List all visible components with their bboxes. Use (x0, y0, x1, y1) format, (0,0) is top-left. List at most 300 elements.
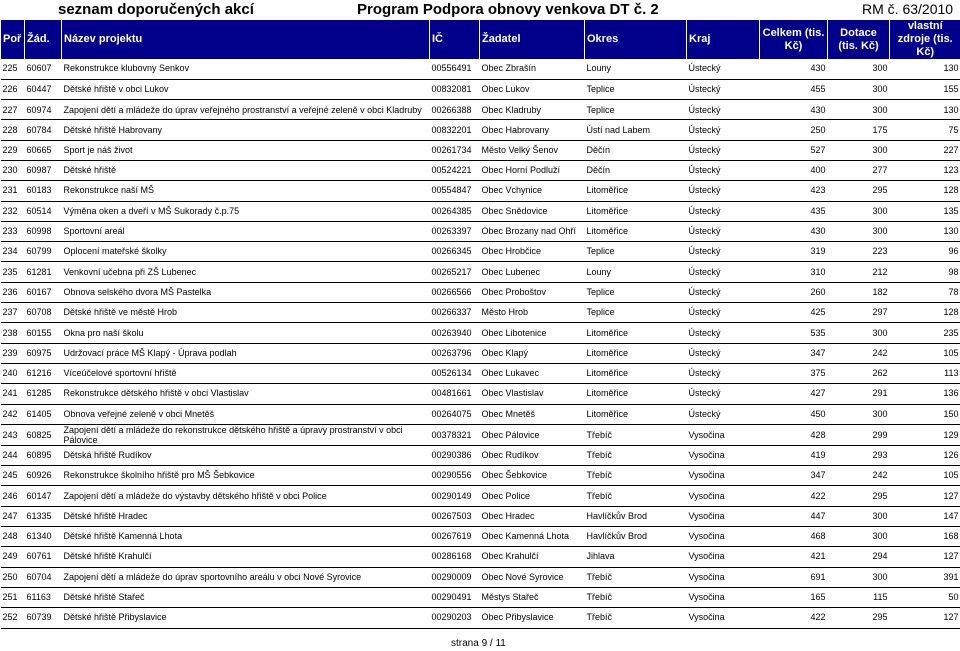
cell-kraj: Ústecký (687, 221, 760, 241)
cell-nazev: Dětské hřiště v obci Lukov (62, 79, 430, 99)
cell-celkem: 455 (760, 79, 828, 99)
cell-kraj: Ústecký (687, 323, 760, 343)
cell-ic: 00290556 (430, 466, 480, 486)
cell-okres: Třebíč (585, 567, 687, 587)
cell-zadatel: Obec Krahulčí (480, 547, 585, 567)
cell-ic: 00264385 (430, 201, 480, 221)
cell-zad: 60147 (25, 486, 62, 506)
cell-dotace: 294 (828, 547, 890, 567)
cell-okres: Havlíčkův Brod (585, 527, 687, 547)
cell-zad: 61285 (25, 384, 62, 404)
cell-dotace: 297 (828, 303, 890, 323)
cell-zad: 60708 (25, 303, 62, 323)
cell-celkem: 319 (760, 242, 828, 262)
table-row (1, 242, 960, 262)
cell-kraj: Vysočina (687, 486, 760, 506)
cell-zad: 60974 (25, 100, 62, 120)
cell-zadatel: Město Velký Šenov (480, 140, 585, 160)
cell-nazev: Sport je náš život (62, 140, 430, 160)
cell-kraj: Ústecký (687, 404, 760, 424)
table-row (1, 506, 960, 526)
cell-okres: Děčín (585, 160, 687, 180)
cell-zad: 60975 (25, 343, 62, 363)
cell-celkem: 419 (760, 445, 828, 465)
cell-dotace: 299 (828, 424, 890, 445)
cell-dotace: 293 (828, 445, 890, 465)
cell-nazev: Udržovací práce MŠ Klapý - Úprava podlah (62, 343, 430, 363)
cell-okres: Litoměřice (585, 343, 687, 363)
cell-vlastni: 129 (890, 424, 960, 445)
cell-celkem: 450 (760, 404, 828, 424)
cell-dotace: 300 (828, 527, 890, 547)
cell-vlastni: 136 (890, 384, 960, 404)
cell-ic: 00290491 (430, 587, 480, 607)
cell-dotace: 300 (828, 506, 890, 526)
col-header-ic: IČ (430, 20, 480, 59)
cell-okres: Třebíč (585, 445, 687, 465)
header-center-title: Program Podpora obnovy venkova DT č. 2 (357, 1, 659, 18)
cell-okres: Děčín (585, 140, 687, 160)
cell-celkem: 375 (760, 363, 828, 383)
cell-por: 250 (1, 567, 25, 587)
cell-vlastni: 98 (890, 262, 960, 282)
cell-kraj: Ústecký (687, 343, 760, 363)
cell-ic: 00286168 (430, 547, 480, 567)
cell-kraj: Ústecký (687, 303, 760, 323)
cell-celkem: 425 (760, 303, 828, 323)
cell-ic: 00264075 (430, 404, 480, 424)
cell-celkem: 691 (760, 567, 828, 587)
cell-zad: 61216 (25, 363, 62, 383)
cell-zadatel: Obec Nové Syrovice (480, 567, 585, 587)
cell-nazev: Zapojení dětí a mládeže do úprav sportovního areálu v obci Nové Syrovice (62, 567, 430, 587)
cell-ic: 00556491 (430, 59, 480, 79)
cell-kraj: Ústecký (687, 201, 760, 221)
table-row (1, 587, 960, 607)
cell-ic: 00263940 (430, 323, 480, 343)
cell-ic: 00266337 (430, 303, 480, 323)
cell-zad: 60998 (25, 221, 62, 241)
cell-zadatel: Obec Vlastislav (480, 384, 585, 404)
cell-vlastni: 135 (890, 201, 960, 221)
table-row (1, 567, 960, 587)
table-row (1, 160, 960, 180)
cell-vlastni: 227 (890, 140, 960, 160)
cell-kraj: Vysočina (687, 445, 760, 465)
cell-dotace: 223 (828, 242, 890, 262)
cell-okres: Litoměřice (585, 404, 687, 424)
cell-por: 234 (1, 242, 25, 262)
projects-table (0, 20, 960, 629)
cell-vlastni: 127 (890, 547, 960, 567)
cell-zadatel: Obec Horní Podluží (480, 160, 585, 180)
cell-nazev: Dětská hřiště Rudíkov (62, 445, 430, 465)
cell-nazev: Venkovní učebna při ZŠ Lubenec (62, 262, 430, 282)
cell-kraj: Ústecký (687, 282, 760, 302)
cell-por: 248 (1, 527, 25, 547)
cell-zad: 60607 (25, 59, 62, 79)
cell-por: 236 (1, 282, 25, 302)
cell-nazev: Dětské hřiště Habrovany (62, 120, 430, 140)
cell-nazev: Zapojení dětí a mládeže do rekonstrukce dětského hřiště a úpravy prostranství v obci Pálovice (62, 424, 430, 445)
cell-vlastni: 128 (890, 303, 960, 323)
cell-zad: 60447 (25, 79, 62, 99)
cell-dotace: 300 (828, 404, 890, 424)
cell-ic: 00263397 (430, 221, 480, 241)
col-header-celkem: Celkem (tis. Kč) (760, 20, 828, 59)
cell-zad: 60704 (25, 567, 62, 587)
cell-por: 228 (1, 120, 25, 140)
table-row (1, 201, 960, 221)
cell-dotace: 115 (828, 587, 890, 607)
table-row (1, 608, 960, 628)
cell-por: 246 (1, 486, 25, 506)
cell-ic: 00265217 (430, 262, 480, 282)
cell-por: 252 (1, 608, 25, 628)
table-body (1, 59, 960, 628)
cell-dotace: 212 (828, 262, 890, 282)
cell-nazev: Rekonstrukce naší MŠ (62, 181, 430, 201)
cell-por: 245 (1, 466, 25, 486)
cell-kraj: Vysočina (687, 527, 760, 547)
cell-dotace: 300 (828, 567, 890, 587)
cell-kraj: Ústecký (687, 363, 760, 383)
cell-vlastni: 130 (890, 221, 960, 241)
cell-okres: Litoměřice (585, 363, 687, 383)
cell-zad: 60155 (25, 323, 62, 343)
cell-ic: 00261734 (430, 140, 480, 160)
cell-zadatel: Obec Hrobčice (480, 242, 585, 262)
cell-por: 231 (1, 181, 25, 201)
table-row (1, 303, 960, 323)
cell-dotace: 175 (828, 120, 890, 140)
cell-vlastni: 126 (890, 445, 960, 465)
cell-vlastni: 130 (890, 59, 960, 79)
cell-por: 233 (1, 221, 25, 241)
cell-zadatel: Obec Proboštov (480, 282, 585, 302)
cell-ic: 00266566 (430, 282, 480, 302)
table-row (1, 79, 960, 99)
cell-celkem: 400 (760, 160, 828, 180)
cell-zadatel: Obec Přibyslavice (480, 608, 585, 628)
cell-nazev: Rekonstrukce školního hřiště pro MŠ Šebkovice (62, 466, 430, 486)
table-row (1, 120, 960, 140)
cell-por: 230 (1, 160, 25, 180)
cell-okres: Třebíč (585, 486, 687, 506)
cell-nazev: Dětské hřiště Krahulčí (62, 547, 430, 567)
cell-kraj: Ústecký (687, 242, 760, 262)
cell-kraj: Ústecký (687, 140, 760, 160)
cell-vlastni: 155 (890, 79, 960, 99)
cell-nazev: Dětské hřiště Přibyslavice (62, 608, 430, 628)
table-row (1, 486, 960, 506)
cell-ic: 00290386 (430, 445, 480, 465)
cell-kraj: Ústecký (687, 120, 760, 140)
cell-celkem: 260 (760, 282, 828, 302)
cell-dotace: 295 (828, 608, 890, 628)
cell-zadatel: Obec Habrovany (480, 120, 585, 140)
cell-vlastni: 105 (890, 343, 960, 363)
cell-ic: 00266345 (430, 242, 480, 262)
cell-okres: Třebíč (585, 587, 687, 607)
cell-ic: 00481661 (430, 384, 480, 404)
cell-kraj: Vysočina (687, 424, 760, 445)
table-row (1, 384, 960, 404)
cell-zad: 60825 (25, 424, 62, 445)
cell-zad: 60514 (25, 201, 62, 221)
cell-celkem: 527 (760, 140, 828, 160)
cell-celkem: 430 (760, 221, 828, 241)
cell-zad: 60799 (25, 242, 62, 262)
cell-zadatel: Obec Libotenice (480, 323, 585, 343)
cell-zadatel: Obec Kladruby (480, 100, 585, 120)
cell-vlastni: 391 (890, 567, 960, 587)
cell-okres: Litoměřice (585, 221, 687, 241)
cell-celkem: 250 (760, 120, 828, 140)
cell-okres: Třebíč (585, 608, 687, 628)
col-header-vlastni: vlastní zdroje (tis. Kč) (890, 20, 960, 59)
cell-nazev: Dětské hřiště ve městě Hrob (62, 303, 430, 323)
cell-vlastni: 113 (890, 363, 960, 383)
cell-celkem: 422 (760, 608, 828, 628)
cell-kraj: Ústecký (687, 262, 760, 282)
cell-kraj: Ústecký (687, 59, 760, 79)
cell-nazev: Oplocení mateřské školky (62, 242, 430, 262)
cell-celkem: 347 (760, 466, 828, 486)
cell-kraj: Ústecký (687, 384, 760, 404)
cell-nazev: Víceúčelové sportovní hřiště (62, 363, 430, 383)
cell-dotace: 300 (828, 201, 890, 221)
cell-por: 226 (1, 79, 25, 99)
cell-kraj: Ústecký (687, 181, 760, 201)
cell-celkem: 423 (760, 181, 828, 201)
table-row (1, 282, 960, 302)
cell-dotace: 300 (828, 100, 890, 120)
cell-nazev: Dětské hřiště (62, 160, 430, 180)
cell-kraj: Vysočina (687, 466, 760, 486)
header-right-ref: RM č. 63/2010 (862, 1, 954, 17)
cell-por: 225 (1, 59, 25, 79)
cell-por: 229 (1, 140, 25, 160)
cell-nazev: Rekonstrukce dětského hřiště v obci Vlastislav (62, 384, 430, 404)
cell-zadatel: Obec Klapý (480, 343, 585, 363)
cell-dotace: 242 (828, 343, 890, 363)
cell-por: 249 (1, 547, 25, 567)
table-row (1, 424, 960, 445)
cell-zadatel: Obec Snědovice (480, 201, 585, 221)
cell-zad: 60761 (25, 547, 62, 567)
cell-ic: 00378321 (430, 424, 480, 445)
cell-zadatel: Obec Mnetěš (480, 404, 585, 424)
cell-zad: 61163 (25, 587, 62, 607)
table-row (1, 262, 960, 282)
table-row (1, 363, 960, 383)
cell-nazev: Obnova veřejné zeleně v obci Mnetěš (62, 404, 430, 424)
cell-zadatel: Obec Rudíkov (480, 445, 585, 465)
cell-kraj: Ústecký (687, 160, 760, 180)
cell-vlastni: 50 (890, 587, 960, 607)
cell-zadatel: Obec Lukov (480, 79, 585, 99)
cell-zadatel: Obec Šebkovice (480, 466, 585, 486)
table-row (1, 445, 960, 465)
cell-vlastni: 75 (890, 120, 960, 140)
cell-por: 244 (1, 445, 25, 465)
cell-zadatel: Obec Zbrašín (480, 59, 585, 79)
cell-zadatel: Obec Lubenec (480, 262, 585, 282)
cell-okres: Litoměřice (585, 181, 687, 201)
cell-zad: 60987 (25, 160, 62, 180)
cell-ic: 00290149 (430, 486, 480, 506)
cell-okres: Louny (585, 262, 687, 282)
col-header-zad: Žád. (25, 20, 62, 59)
header-left-title: seznam doporučených akcí (58, 1, 254, 18)
cell-ic: 00554847 (430, 181, 480, 201)
cell-okres: Teplice (585, 242, 687, 262)
cell-kraj: Vysočina (687, 608, 760, 628)
cell-dotace: 262 (828, 363, 890, 383)
cell-ic: 00832201 (430, 120, 480, 140)
cell-dotace: 300 (828, 79, 890, 99)
cell-dotace: 300 (828, 221, 890, 241)
cell-nazev: Dětské hřiště Hradec (62, 506, 430, 526)
cell-kraj: Vysočina (687, 567, 760, 587)
cell-ic: 00266388 (430, 100, 480, 120)
cell-zadatel: Obec Brozany nad Ohří (480, 221, 585, 241)
cell-celkem: 428 (760, 424, 828, 445)
cell-zad: 61405 (25, 404, 62, 424)
cell-ic: 00267619 (430, 527, 480, 547)
cell-celkem: 430 (760, 59, 828, 79)
cell-celkem: 447 (760, 506, 828, 526)
cell-zadatel: Obec Pálovice (480, 424, 585, 445)
cell-celkem: 430 (760, 100, 828, 120)
cell-vlastni: 78 (890, 282, 960, 302)
cell-okres: Litoměřice (585, 201, 687, 221)
cell-dotace: 182 (828, 282, 890, 302)
cell-por: 242 (1, 404, 25, 424)
cell-nazev: Rekonstrukce klubovny Senkov (62, 59, 430, 79)
table-row (1, 59, 960, 79)
cell-okres: Třebíč (585, 424, 687, 445)
cell-celkem: 427 (760, 384, 828, 404)
cell-okres: Litoměřice (585, 384, 687, 404)
cell-dotace: 300 (828, 323, 890, 343)
cell-vlastni: 150 (890, 404, 960, 424)
cell-vlastni: 105 (890, 466, 960, 486)
table-row (1, 343, 960, 363)
cell-kraj: Vysočina (687, 547, 760, 567)
cell-zad: 61340 (25, 527, 62, 547)
cell-por: 227 (1, 100, 25, 120)
cell-ic: 00832081 (430, 79, 480, 99)
cell-okres: Louny (585, 59, 687, 79)
cell-okres: Teplice (585, 100, 687, 120)
cell-zadatel: Obec Vchynice (480, 181, 585, 201)
cell-zad: 60784 (25, 120, 62, 140)
cell-zad: 60665 (25, 140, 62, 160)
cell-por: 241 (1, 384, 25, 404)
cell-zadatel: Obec Lukavec (480, 363, 585, 383)
cell-por: 235 (1, 262, 25, 282)
cell-dotace: 242 (828, 466, 890, 486)
cell-ic: 00290203 (430, 608, 480, 628)
cell-vlastni: 235 (890, 323, 960, 343)
cell-okres: Teplice (585, 303, 687, 323)
cell-vlastni: 128 (890, 181, 960, 201)
cell-okres: Teplice (585, 282, 687, 302)
cell-zad: 60895 (25, 445, 62, 465)
cell-por: 237 (1, 303, 25, 323)
col-header-zadatel: Žadatel (480, 20, 585, 59)
cell-celkem: 468 (760, 527, 828, 547)
cell-nazev: Zapojení dětí a mládeže do výstavby dětského hřiště v obci Police (62, 486, 430, 506)
table-row (1, 100, 960, 120)
cell-vlastni: 130 (890, 100, 960, 120)
cell-zadatel: Obec Kamenná Lhota (480, 527, 585, 547)
cell-okres: Ústí nad Labem (585, 120, 687, 140)
cell-vlastni: 96 (890, 242, 960, 262)
cell-por: 232 (1, 201, 25, 221)
table-row (1, 140, 960, 160)
cell-nazev: Obnova selského dvora MŠ Pastelka (62, 282, 430, 302)
cell-ic: 00263796 (430, 343, 480, 363)
cell-dotace: 300 (828, 140, 890, 160)
cell-vlastni: 123 (890, 160, 960, 180)
cell-kraj: Vysočina (687, 506, 760, 526)
cell-nazev: Dětské hřiště Stařeč (62, 587, 430, 607)
cell-zad: 60926 (25, 466, 62, 486)
col-header-kraj: Kraj (687, 20, 760, 59)
table-row (1, 466, 960, 486)
cell-dotace: 300 (828, 59, 890, 79)
cell-vlastni: 127 (890, 608, 960, 628)
cell-okres: Litoměřice (585, 323, 687, 343)
cell-por: 247 (1, 506, 25, 526)
table-row (1, 527, 960, 547)
cell-dotace: 295 (828, 486, 890, 506)
cell-celkem: 165 (760, 587, 828, 607)
cell-vlastni: 168 (890, 527, 960, 547)
cell-vlastni: 147 (890, 506, 960, 526)
cell-celkem: 535 (760, 323, 828, 343)
cell-ic: 00524221 (430, 160, 480, 180)
col-header-por: Poř (1, 20, 25, 59)
cell-celkem: 435 (760, 201, 828, 221)
table-row (1, 221, 960, 241)
table-header-row (1, 20, 960, 59)
col-header-nazev: Název projektu (62, 20, 430, 59)
col-header-dotace: Dotace (tis. Kč) (828, 20, 890, 59)
cell-nazev: Výměna oken a dveří v MŠ Sukorady č.p.75 (62, 201, 430, 221)
cell-nazev: Okna pro naší školu (62, 323, 430, 343)
cell-zadatel: Město Hrob (480, 303, 585, 323)
cell-celkem: 347 (760, 343, 828, 363)
table-row (1, 181, 960, 201)
cell-nazev: Dětské hřiště Kamenná Lhota (62, 527, 430, 547)
page-number: strana 9 / 11 (451, 638, 506, 649)
cell-ic: 00526134 (430, 363, 480, 383)
cell-okres: Jihlava (585, 547, 687, 567)
cell-zad: 60183 (25, 181, 62, 201)
col-header-okres: Okres (585, 20, 687, 59)
cell-ic: 00267503 (430, 506, 480, 526)
table-row (1, 547, 960, 567)
cell-zadatel: Městys Stařeč (480, 587, 585, 607)
cell-vlastni: 127 (890, 486, 960, 506)
cell-kraj: Vysočina (687, 587, 760, 607)
cell-okres: Třebíč (585, 466, 687, 486)
cell-ic: 00290009 (430, 567, 480, 587)
